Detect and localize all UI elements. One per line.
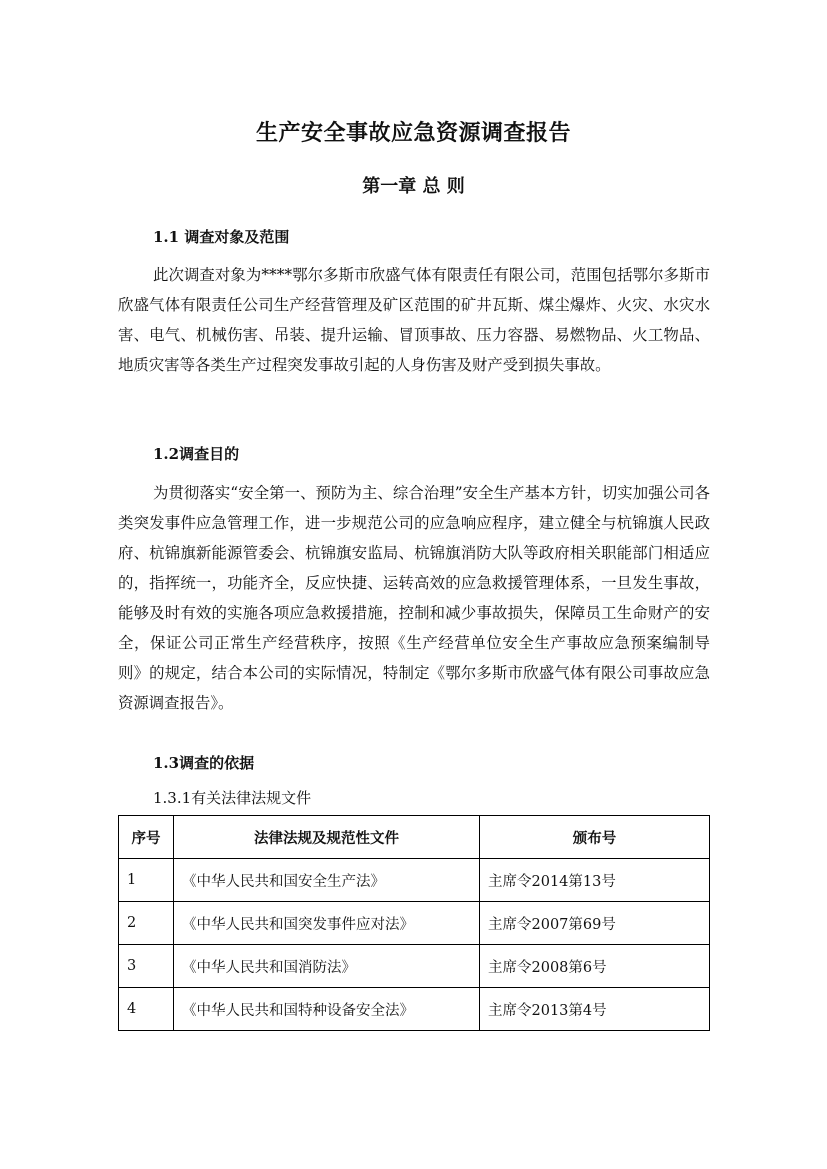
- header-issue-number: 颁布号: [480, 816, 710, 859]
- section-1-1-body: 此次调查对象为****鄂尔多斯市欣盛气体有限责任有限公司，范围包括鄂尔多斯市欣盛气体有限责任公司生产经营管理及矿区范围的矿井瓦斯、煤尘爆炸、火灾、水灾水害、电气、机械伤害、吊装、提升运输、冒顶事故、压力容器、易燃物品、火工物品、地质灾害等各类生产过程突发事故引起的人身伤害及财产受到损失事故。: [118, 266, 710, 374]
- section-1-3-1-subheading: 1.3.1有关法律法规文件: [153, 789, 312, 807]
- section-1-1-heading: 1.1 调查对象及范围: [153, 228, 290, 246]
- table-header-row: [119, 816, 710, 859]
- section-1-3-heading: 1.3调查的依据: [153, 754, 255, 772]
- row-number: 2: [119, 902, 174, 945]
- row-law-name: 《中华人民共和国特种设备安全法》: [174, 988, 480, 1031]
- header-number: 序号: [119, 816, 174, 859]
- table-row: [119, 859, 710, 902]
- document-title: 生产安全事故应急资源调查报告: [255, 120, 571, 146]
- table-row: [119, 988, 710, 1031]
- section-1-2-body: 为贯彻落实“安全第一、预防为主、综合治理”安全生产基本方针，切实加强公司各类突发事件应急管理工作，进一步规范公司的应急响应程序，建立健全与杭锦旗人民政府、杭锦旗新能源管委会、杭锦旗安监局、杭锦旗消防大队等政府相关职能部门相适应的，指挥统一，功能齐全，反应快捷、运转高效的应急救援管理体系，一旦发生事故，能够及时有效的实施各项应急救援措施，控制和减少事故损失，保障员工生命财产的安全，保证公司正常生产经营秩序，按照《生产经营单位安全生产事故应急预案编制导则》的规定，结合本公司的实际情况，特制定《鄂尔多斯市欣盛气体有限公司事故应急资源调查报告》。: [118, 484, 710, 712]
- row-number: 3: [119, 945, 174, 988]
- row-issue-number: 主席令2007第69号: [480, 902, 710, 945]
- header-law-name: 法律法规及规范性文件: [174, 816, 480, 859]
- row-number: 1: [119, 859, 174, 902]
- row-law-name: 《中华人民共和国突发事件应对法》: [174, 902, 480, 945]
- row-law-name: 《中华人民共和国安全生产法》: [174, 859, 480, 902]
- section-1-2-heading: 1.2调查目的: [153, 445, 240, 463]
- table-row: [119, 945, 710, 988]
- table-row: [119, 902, 710, 945]
- row-issue-number: 主席令2014第13号: [480, 859, 710, 902]
- row-issue-number: 主席令2008第6号: [480, 945, 710, 988]
- row-law-name: 《中华人民共和国消防法》: [174, 945, 480, 988]
- laws-table: [118, 815, 710, 1031]
- row-issue-number: 主席令2013第4号: [480, 988, 710, 1031]
- chapter-heading: 第一章 总 则: [362, 176, 465, 197]
- row-number: 4: [119, 988, 174, 1031]
